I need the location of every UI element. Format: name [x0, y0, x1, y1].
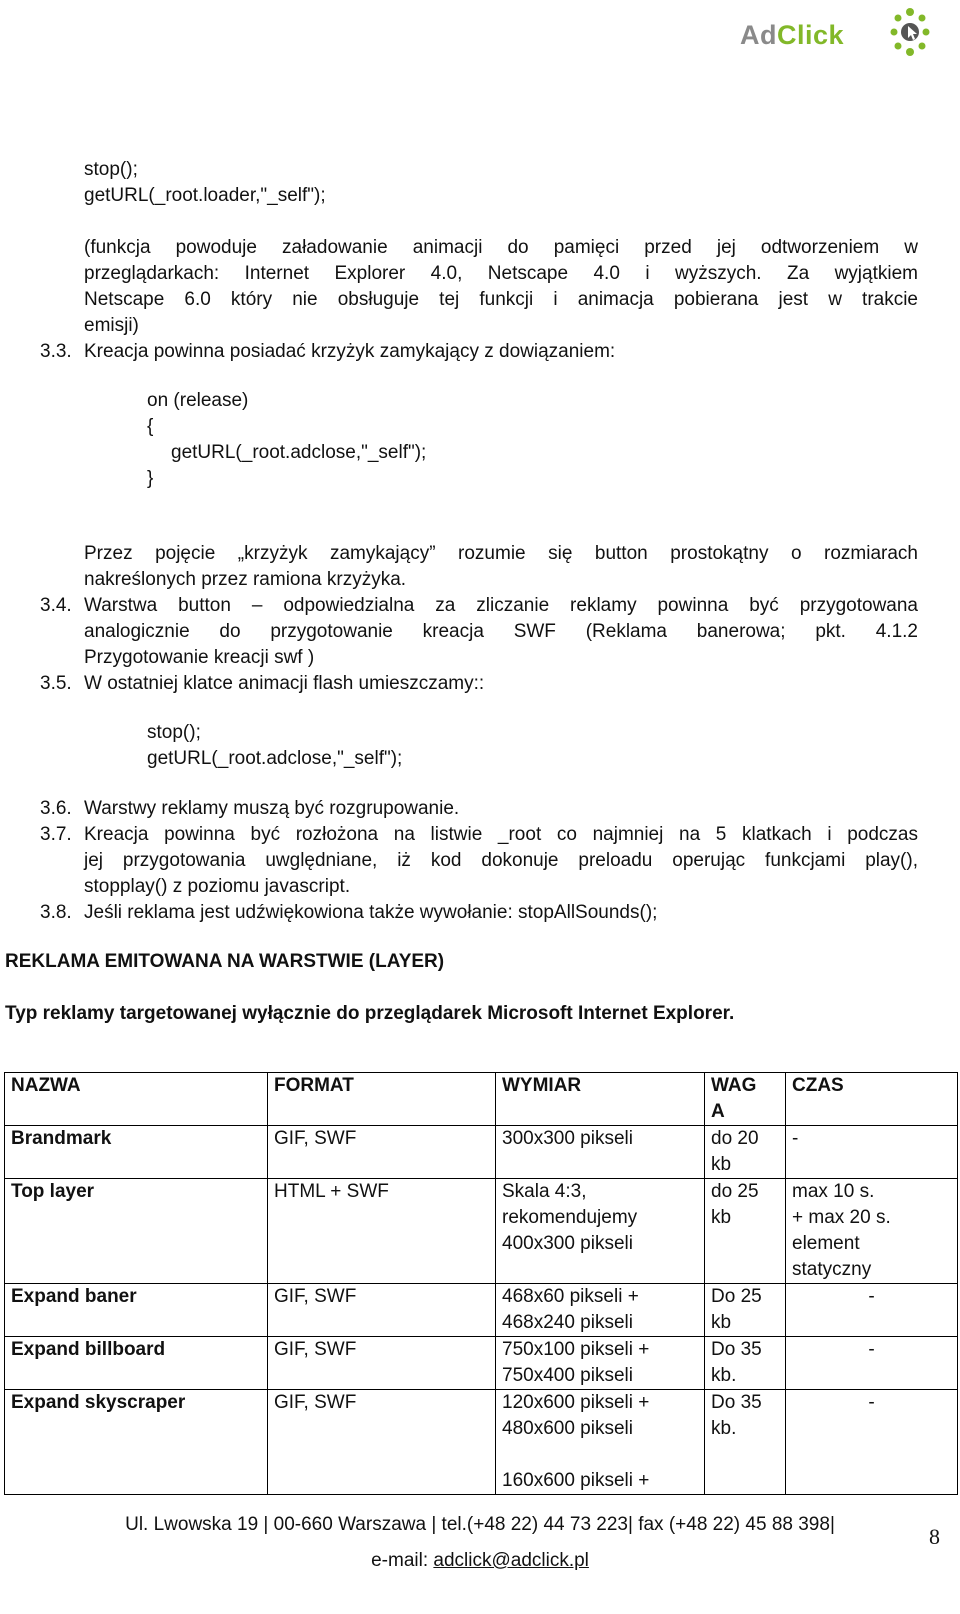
- header-cell-time: CZAS: [786, 1073, 958, 1126]
- item-text-line: Kreacja powinna być rozłożona na listwie _root co najmniej na 5 klatkach i podczas: [84, 824, 918, 845]
- cell-name: Expand skyscraper: [5, 1390, 268, 1495]
- code-line: getURL(_root.adclose,"_self");: [147, 748, 403, 769]
- table-row: [5, 1126, 958, 1179]
- cell-format: GIF, SWF: [268, 1337, 496, 1390]
- cell-name: Expand billboard: [5, 1337, 268, 1390]
- cell-name: Expand baner: [5, 1284, 268, 1337]
- footer-address: Ul. Lwowska 19 | 00-660 Warszawa | tel.(+48 22) 44 73 223| fax (+48 22) 45 88 398|: [125, 1514, 835, 1535]
- cell-format: GIF, SWF: [268, 1126, 496, 1179]
- footer-email-line: [0, 1550, 960, 1572]
- item-text: Warstwy reklamy muszą być rozgrupowanie.: [84, 798, 460, 819]
- item-number: 3.5.: [40, 673, 72, 694]
- cell-weight: Do 35 kb.: [705, 1390, 786, 1495]
- item-number: 3.7.: [40, 824, 72, 845]
- cell-weight: do 20 kb: [705, 1126, 786, 1179]
- table-row: [5, 1337, 958, 1390]
- cell-weight: do 25 kb: [705, 1179, 786, 1284]
- cell-dimensions: 300x300 pikseli: [496, 1126, 705, 1179]
- header-cell-dimensions: WYMIAR: [496, 1073, 705, 1126]
- cell-format: GIF, SWF: [268, 1284, 496, 1337]
- header-cell-name: NAZWA: [5, 1073, 268, 1126]
- cell-weight: Do 25 kb: [705, 1284, 786, 1337]
- cell-format: HTML + SWF: [268, 1179, 496, 1284]
- adclick-logo: [740, 6, 940, 62]
- item-text: Jeśli reklama jest udźwiękowiona także wywołanie: stopAllSounds();: [84, 902, 658, 923]
- table-header-row: [5, 1073, 958, 1126]
- header-cell-weight: WAG A: [705, 1073, 786, 1126]
- header-cell-format: FORMAT: [268, 1073, 496, 1126]
- footer-email-link[interactable]: adclick@adclick.pl: [433, 1550, 589, 1571]
- para1-line: emisji): [84, 315, 139, 336]
- page-number: 8: [929, 1524, 940, 1549]
- cell-time: -: [786, 1390, 958, 1495]
- cell-time: -: [786, 1126, 958, 1179]
- logo-text-ad: Ad: [740, 20, 777, 50]
- table-row: [5, 1390, 958, 1495]
- code-line: on (release): [147, 390, 249, 411]
- cell-dimensions: 750x100 pikseli + 750x400 pikseli: [496, 1337, 705, 1390]
- item-number: 3.8.: [40, 902, 72, 923]
- item-number: 3.3.: [40, 341, 72, 362]
- code-line: }: [147, 468, 154, 489]
- para2-line: nakreślonych przez ramiona krzyżyka.: [84, 569, 407, 590]
- cell-name: Top layer: [5, 1179, 268, 1284]
- code-line: getURL(_root.adclose,"_self");: [171, 442, 427, 463]
- table-row: [5, 1179, 958, 1284]
- section-heading: REKLAMA EMITOWANA NA WARSTWIE (LAYER): [5, 951, 445, 972]
- item-text: W ostatniej klatce animacji flash umieszczamy::: [84, 673, 485, 694]
- section-subheading: Typ reklamy targetowanej wyłącznie do przeglądarek Microsoft Internet Explorer.: [5, 1003, 735, 1024]
- adclick-logo-mark-icon: [888, 6, 932, 58]
- cell-name: Brandmark: [5, 1126, 268, 1179]
- code-line: {: [147, 416, 154, 437]
- para1-line: przeglądarkach: Internet Explorer 4.0, Netscape 4.0 i wyższych. Za wyjątkiem: [84, 263, 918, 284]
- item-number: 3.4.: [40, 595, 72, 616]
- footer-email-label: e-mail:: [371, 1550, 434, 1571]
- item-text-line: analogicznie do przygotowanie kreacja SWF (Reklama banerowa; pkt. 4.1.2: [84, 621, 918, 642]
- cell-dimensions: Skala 4:3, rekomendujemy 400x300 pikseli: [496, 1179, 705, 1284]
- item-text-line: stopplay() z poziomu javascript.: [84, 876, 351, 897]
- table-row: [5, 1284, 958, 1337]
- cell-time: max 10 s. + max 20 s. element statyczny: [786, 1179, 958, 1284]
- para1-line: Netscape 6.0 który nie obsługuje tej funkcji i animacja pobierana jest w trakcie: [84, 289, 918, 310]
- item-text-line: Przygotowanie kreacji swf ): [84, 647, 315, 668]
- cell-time: -: [786, 1337, 958, 1390]
- logo-text-click: Click: [777, 20, 845, 50]
- item-number: 3.6.: [40, 798, 72, 819]
- ad-formats-table: [4, 1072, 958, 1495]
- cell-time: -: [786, 1284, 958, 1337]
- cell-dimensions: 468x60 pikseli + 468x240 pikseli: [496, 1284, 705, 1337]
- cell-dimensions: 120x600 pikseli + 480x600 pikseli 160x600 pikseli +: [496, 1390, 705, 1495]
- code-line-stop: stop();: [84, 159, 138, 180]
- code-line-geturl-loader: getURL(_root.loader,"_self");: [84, 185, 326, 206]
- logo-wordmark: [740, 20, 844, 51]
- item-text: Kreacja powinna posiadać krzyżyk zamykający z dowiązaniem:: [84, 341, 616, 362]
- para1-line: (funkcja powoduje załadowanie animacji do pamięci przed jej odtworzeniem w: [84, 237, 918, 258]
- item-text-line: Warstwa button – odpowiedzialna za zliczanie reklamy powinna być przygotowana: [84, 595, 918, 616]
- para2-line: Przez pojęcie „krzyżyk zamykający” rozumie się button prostokątny o rozmiarach: [84, 543, 918, 564]
- cell-weight: Do 35 kb.: [705, 1337, 786, 1390]
- item-text-line: jej przygotowania uwględniane, iż kod dokonuje preloadu operując funkcjami play(),: [84, 850, 918, 871]
- code-line: stop();: [147, 722, 201, 743]
- cell-format: GIF, SWF: [268, 1390, 496, 1495]
